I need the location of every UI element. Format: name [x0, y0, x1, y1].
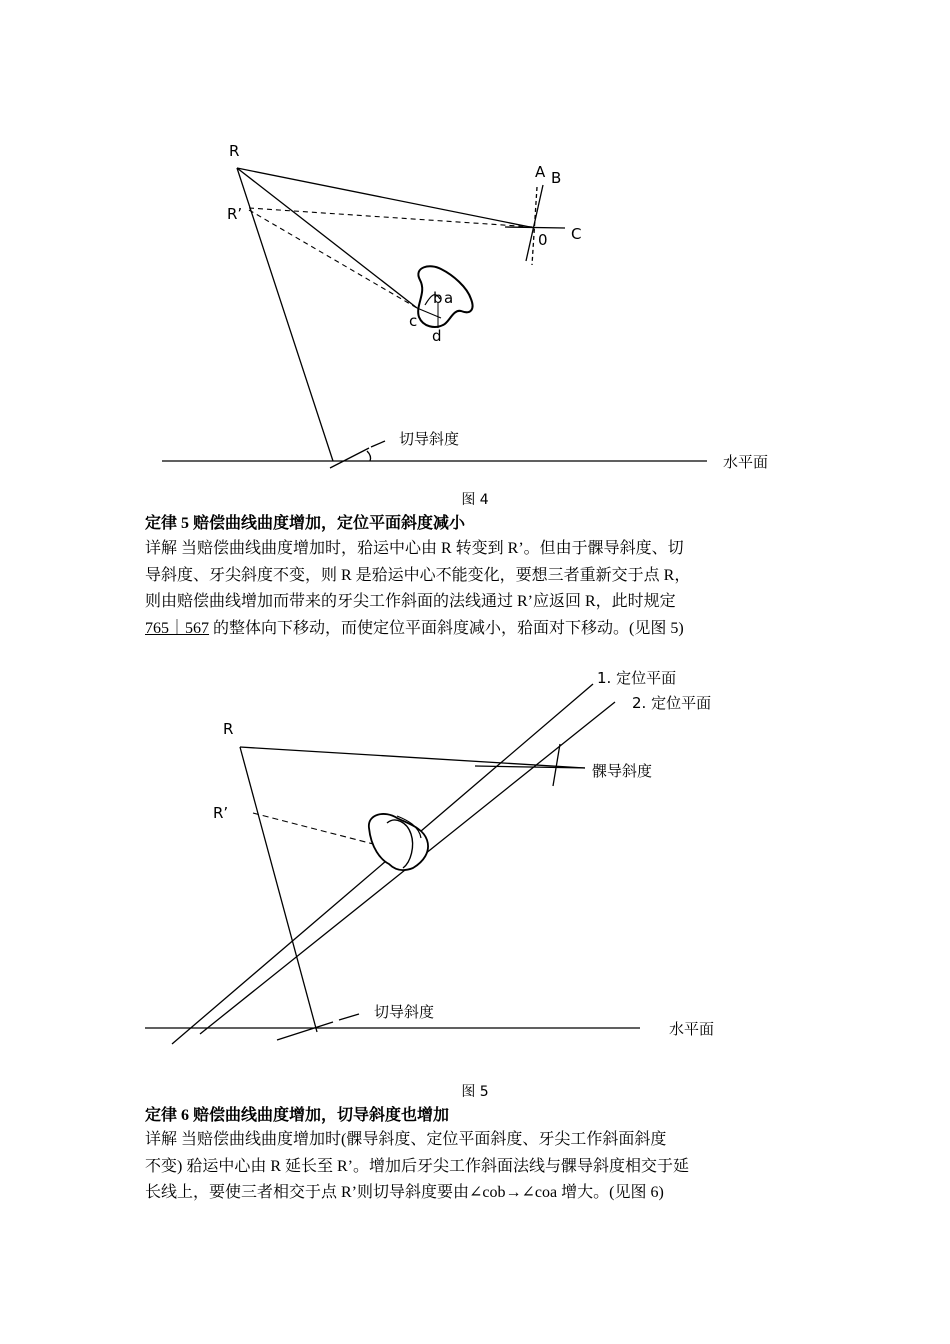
label-a-lower: a — [444, 289, 454, 307]
tooth-notation: 765｜567 — [145, 619, 210, 637]
figure-4 — [145, 125, 800, 485]
label-o: 0 — [538, 231, 548, 249]
figure-5-caption: 图 5 — [461, 1084, 489, 1100]
label-d: d — [432, 327, 442, 345]
r-prime-to-tooth-dashed — [249, 210, 417, 308]
rule-6-heading: 定律 6 赔偿曲线曲度增加，切导斜度也增加 — [145, 1107, 450, 1124]
label-c-lower: c — [409, 312, 418, 330]
rule-5-heading: 定律 5 赔偿曲线曲度增加，定位平面斜度减小 — [145, 515, 466, 532]
figure-5 — [145, 648, 763, 1076]
rule-5-body — [145, 536, 810, 642]
label-plane-2: 2. 定位平面 — [632, 694, 712, 712]
rule-6-line-3: 长线上，要使三者相交于点 R’则切导斜度要由∠cob→∠coa 增大。(见图 6) — [145, 1184, 664, 1201]
label-incisal-guidance: 切导斜度 — [399, 430, 460, 448]
label-condylar-guidance: 髁导斜度 — [592, 762, 653, 780]
label-r: R — [223, 720, 234, 738]
r-to-tooth-line — [237, 168, 417, 308]
occlusal-plane-1 — [172, 684, 593, 1044]
label-b: B — [551, 169, 562, 187]
label-horizontal-plane: 水平面 — [723, 453, 769, 471]
rule-6-line-2: 不变) 𬌗运中心由 R 延长至 R’。增加后牙尖工作斜面法线与髁导斜度相交于延 — [145, 1157, 690, 1175]
r-prime-dashed — [253, 813, 381, 846]
label-r-prime: R’ — [213, 804, 229, 822]
tooth-outline — [369, 814, 428, 870]
label-plane-1: 1. 定位平面 — [597, 669, 677, 687]
label-r: R — [229, 142, 240, 160]
rule-5-line-3: 则由赔偿曲线增加而带来的牙尖工作斜面的法线通过 R’应返回 R，此时规定 — [145, 593, 676, 610]
rule-6-body — [145, 1127, 810, 1207]
label-incisal-guidance: 切导斜度 — [374, 1003, 435, 1021]
label-b-lower: b — [433, 289, 443, 307]
label-c-axis: C — [571, 225, 582, 243]
rule-5-line-4-rest: 的整体向下移动，而使定位平面斜度减小，𬌗面对下移动。(见图 5) — [209, 619, 684, 637]
label-horizontal-plane: 水平面 — [669, 1020, 715, 1038]
label-a: A — [535, 163, 546, 181]
figure-4-caption: 图 4 — [461, 492, 489, 508]
rule-5-line-1: 详解 当赔偿曲线曲度增加时，𬌗运中心由 R 转变到 R’。但由于髁导斜度、切 — [145, 540, 684, 557]
label-r-prime: R’ — [227, 205, 243, 223]
rule-5-line-4 — [145, 616, 810, 643]
r-to-condyle-line — [240, 747, 585, 768]
r-to-incisal-line — [240, 747, 317, 1032]
r-to-o-line — [237, 168, 535, 228]
rule-5-line-2: 导斜度、牙尖斜度不变，则 R 是𬌗运中心不能变化，要想三者重新交于点 R， — [145, 566, 691, 584]
rule-6-line-1: 详解 当赔偿曲线曲度增加时(髁导斜度、定位平面斜度、牙尖工作斜面斜度 — [145, 1131, 667, 1148]
